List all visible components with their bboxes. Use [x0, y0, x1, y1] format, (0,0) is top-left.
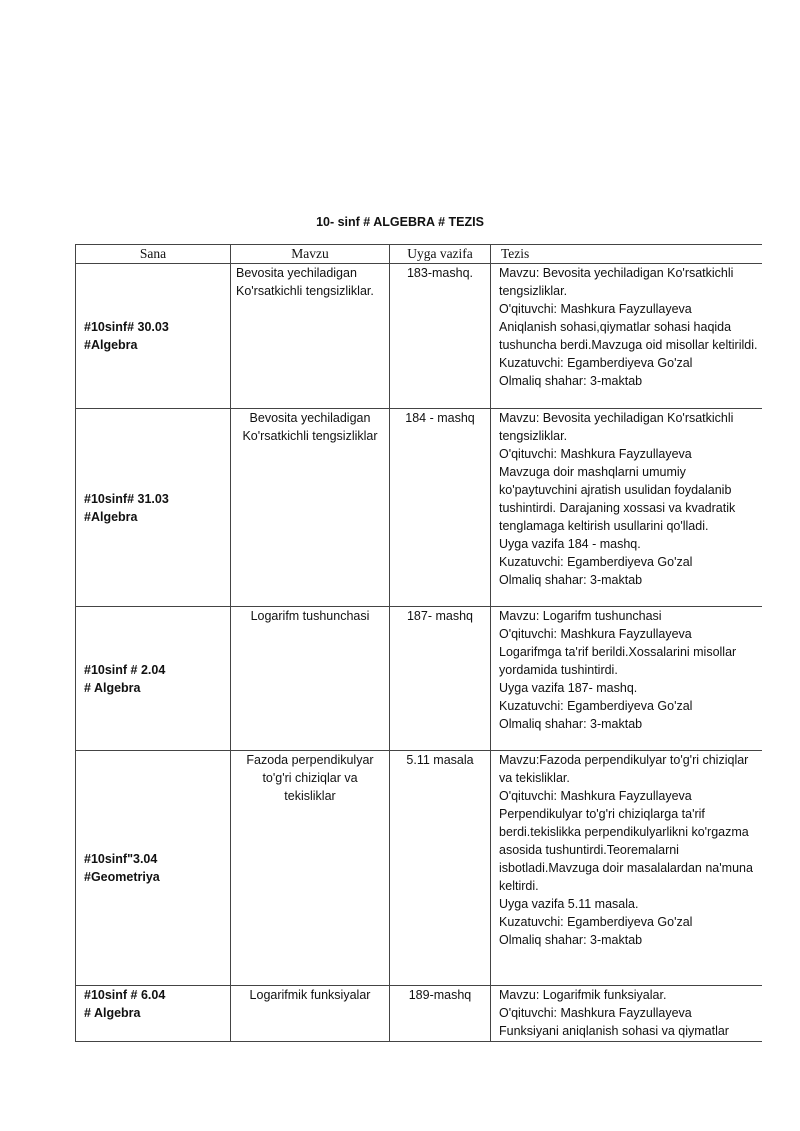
- date-cell: [76, 751, 231, 986]
- table-header-row: [76, 245, 763, 264]
- vazifa-cell: 189-mashq: [390, 986, 491, 1043]
- table-row: [76, 751, 763, 986]
- page-title: 10- sinf # ALGEBRA # TEZIS: [316, 215, 484, 229]
- tezis-cell: Mavzu:Fazoda perpendikulyar to'g'ri chiziqlar va tekisliklar. O'qituvchi: Mashkura Fayzullayeva Perpendikulyar to'g'ri chiziqlarga ta'rif berdi.tekislikka perpendikulyarlikni ko'rgazma asosida tushuntirdi.Teoremalarni isbotladi.Mavzuga doir masalalardan na'muna keltirdi. Uyga vazifa 5.11 masala. Kuzatuvchi: Egamberdiyeva Go'zal Olmaliq shahar: 3-maktab: [491, 751, 763, 986]
- mavzu-cell: Logarifmik funksiyalar: [231, 986, 390, 1043]
- table-row: [76, 264, 763, 409]
- date-cell: [76, 409, 231, 607]
- date-cell: [76, 607, 231, 751]
- vazifa-cell: 183-mashq.: [390, 264, 491, 409]
- mavzu-cell: Bevosita yechiladigan Ko'rsatkichli tengsizliklar.: [231, 264, 390, 409]
- tezis-cell: Mavzu: Logarifmik funksiyalar. O'qituvchi: Mashkura Fayzullayeva Funksiyani aniqlanish sohasi va qiymatlar: [491, 986, 763, 1043]
- vazifa-cell: 184 - mashq: [390, 409, 491, 607]
- date-text: #10sinf# 30.03: [84, 320, 169, 334]
- table-row: [76, 409, 763, 607]
- tezis-table: [75, 244, 762, 1042]
- header-tezis: Tezis: [491, 245, 763, 264]
- tezis-cell: Mavzu: Bevosita yechiladigan Ko'rsatkichli tengsizliklar. O'qituvchi: Mashkura Fayzullayeva Mavzuga doir mashqlarni umumiy ko'paytuvchini ajratish usulidan foydalanib tushintirdi. Darajaning xossasi va kvadratik tenglamaga keltirish usullarini qo'lladi. Uyga vazifa 184 - mashq. Kuzatuvchi: Egamberdiyeva Go'zal Olmaliq shahar: 3-maktab: [491, 409, 763, 607]
- mavzu-cell: Fazoda perpendikulyar to'g'ri chiziqlar va tekisliklar: [231, 751, 390, 986]
- date-text: #10sinf"3.04: [84, 852, 158, 866]
- subject-text: #Algebra: [84, 338, 138, 352]
- subject-text: # Algebra: [84, 1006, 141, 1020]
- tezis-table-container: [75, 244, 762, 1042]
- table-row: [76, 986, 763, 1043]
- date-text: #10sinf# 31.03: [84, 491, 169, 506]
- header-mavzu: Mavzu: [231, 245, 390, 264]
- tezis-cell: Mavzu: Logarifm tushunchasi O'qituvchi: Mashkura Fayzullayeva Logarifmga ta'rif berildi.Xossalarini misollar yordamida tushintirdi. Uyga vazifa 187- mashq. Kuzatuvchi: Egamberdiyeva Go'zal Olmaliq shahar: 3-maktab: [491, 607, 763, 751]
- vazifa-cell: 187- mashq: [390, 607, 491, 751]
- subject-text: # Algebra: [84, 680, 141, 695]
- subject-text: #Geometriya: [84, 870, 160, 884]
- mavzu-cell: Logarifm tushunchasi: [231, 607, 390, 751]
- tezis-cell: Mavzu: Bevosita yechiladigan Ko'rsatkichli tengsizliklar. O'qituvchi: Mashkura Fayzullayeva Aniqlanish sohasi,qiymatlar sohasi haqida tushuncha berdi.Mavzuga oid misollar keltirildi. Kuzatuvchi: Egamberdiyeva Go'zal Olmaliq shahar: 3-maktab: [491, 264, 763, 409]
- date-cell: [76, 986, 231, 1043]
- mavzu-cell: Bevosita yechiladigan Ko'rsatkichli tengsizliklar: [231, 409, 390, 607]
- vazifa-cell: 5.11 masala: [390, 751, 491, 986]
- header-sana: Sana: [76, 245, 231, 264]
- subject-text: #Algebra: [84, 509, 138, 524]
- date-text: #10sinf # 6.04: [84, 988, 166, 1002]
- date-text: #10sinf # 2.04: [84, 662, 166, 677]
- date-cell: [76, 264, 231, 409]
- header-uyga-vazifa: Uyga vazifa: [390, 245, 491, 264]
- table-row: [76, 607, 763, 751]
